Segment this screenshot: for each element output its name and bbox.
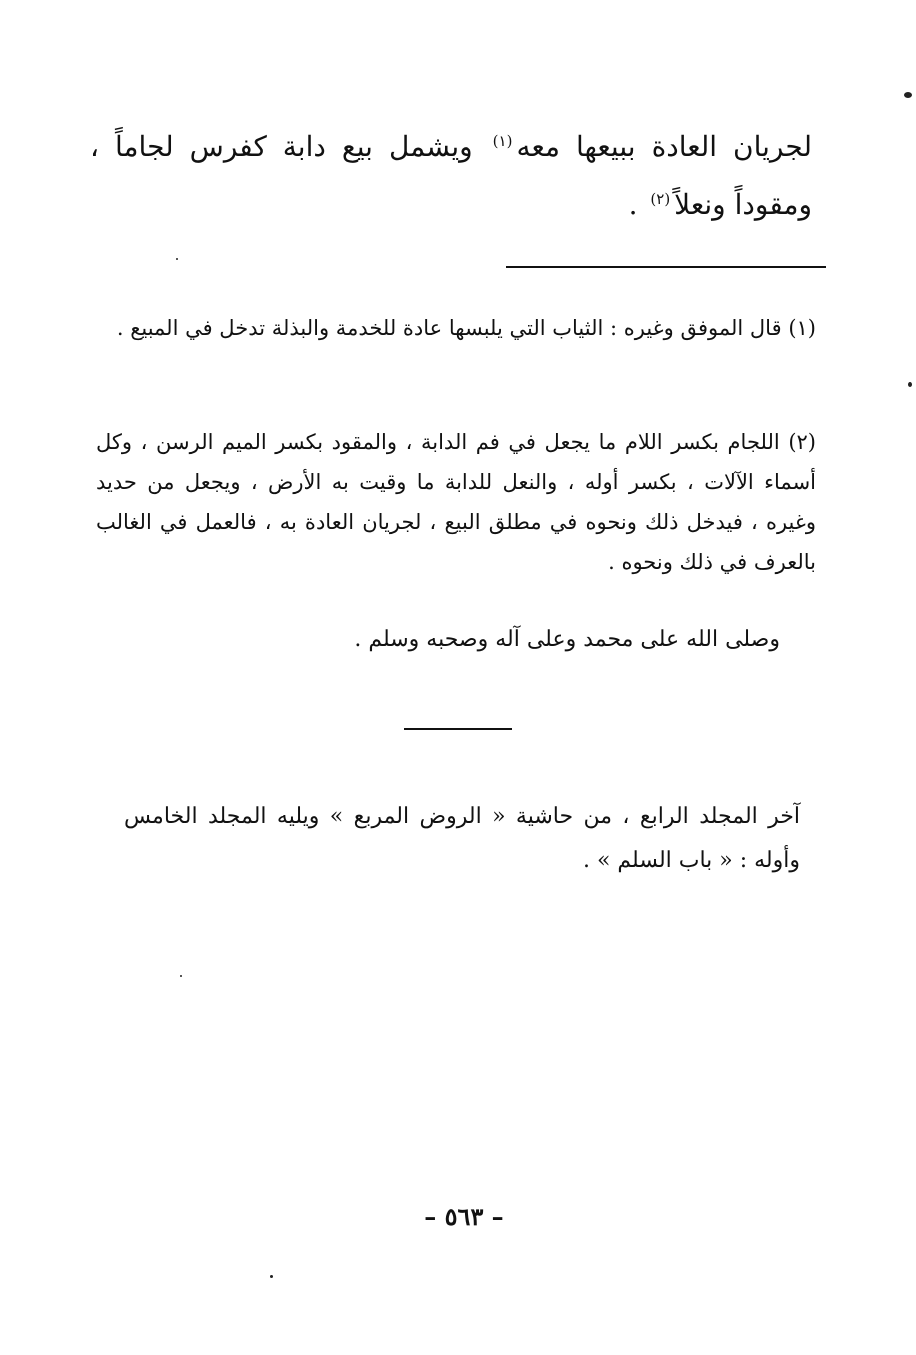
- section-divider: [404, 728, 512, 730]
- footnote-2-text: اللجام بكسر اللام ما يجعل في فم الدابة ، والمقود بكسر الميم الرسن ، وكل أسماء الآلات ، بكسر أوله ، والنعل للدابة ما وقيت به الأرض ، ويجعل من حديد وغيره ، فيدخل ذلك ونحوه في مطلق البيع ، لجريان العادة به ، فالعمل في الغالب بالعرف في ذلك ونحوه .: [96, 430, 816, 574]
- volume-colophon: آخر المجلد الرابع ، من حاشية « الروض المربع » ويليه المجلد الخامس وأوله : « باب السلم » .: [124, 804, 800, 873]
- footnote-ref-2[interactable]: (٢): [650, 189, 671, 208]
- closing-blessing: وصلى الله على محمد وعلى آله وصحبه وسلم .: [354, 627, 780, 652]
- footnote-ref-1[interactable]: (١): [492, 131, 513, 150]
- main-text-part2: ويشمل بيع دابة كفرس لجاماً ، ومقوداً ونعلاً: [90, 130, 812, 221]
- scan-mark-dot: [904, 92, 912, 98]
- scan-speck: [176, 258, 178, 260]
- footnote-2-marker: (٢): [788, 430, 816, 454]
- footnote-1-text: قال الموفق وغيره : الثياب التي يلبسها عادة للخدمة والبذلة تدخل في المبيع .: [116, 316, 782, 340]
- footnote-2: [96, 422, 816, 582]
- main-text-end: .: [628, 188, 638, 221]
- main-text: [90, 118, 812, 234]
- scan-speck: [270, 1275, 273, 1278]
- scan-speck: [180, 975, 182, 977]
- main-text-part1: لجريان العادة ببيعها معه: [516, 130, 812, 163]
- footnote-separator: [506, 266, 826, 268]
- scan-mark-dot: [908, 382, 912, 387]
- footnote-1: [96, 308, 816, 348]
- footnote-1-marker: (١): [788, 316, 816, 340]
- page-number: – ٥٦٣ –: [424, 1202, 504, 1231]
